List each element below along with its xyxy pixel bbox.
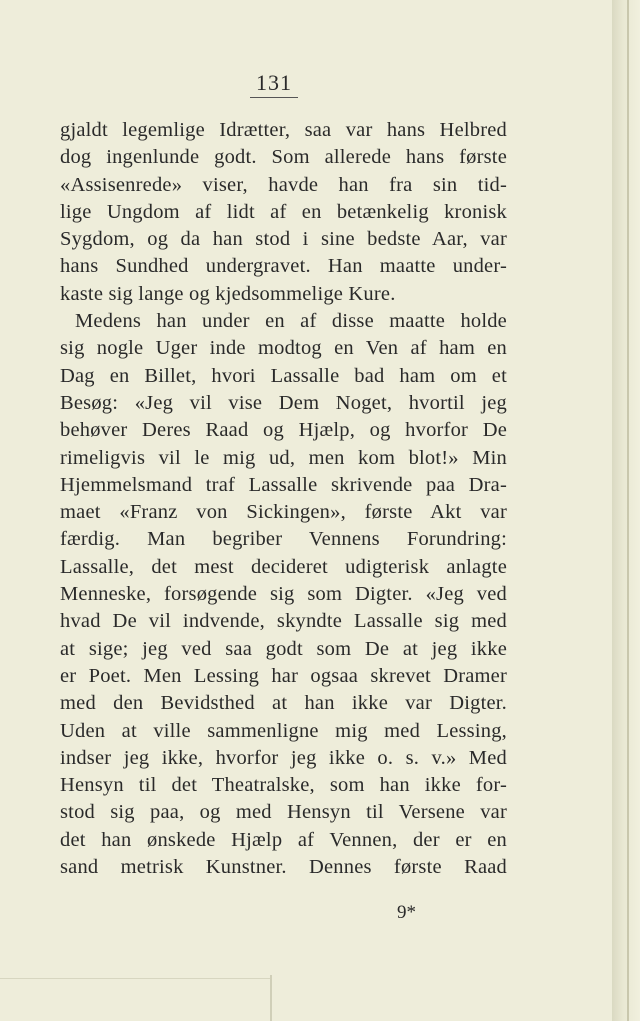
page-edge <box>612 0 640 1021</box>
text-line: maet «Franz von Sickingen», første Akt var <box>60 501 507 524</box>
text-line: sig nogle Uger inde modtog en Ven af ham en <box>60 337 507 360</box>
text-line: indser jeg ikke, hvorfor jeg ikke o. s. v.» Med <box>60 746 507 769</box>
page-number: 131 <box>256 70 292 95</box>
page-edge-line <box>627 0 629 1021</box>
text-line: det han ønskede Hjælp af Vennen, der er en <box>60 828 507 851</box>
text-line: lige Ungdom af lidt af en betænkelig kronisk <box>60 200 507 223</box>
text-line: Dag en Billet, hvori Lassalle bad ham om et <box>60 364 507 387</box>
text-line: Medens han under en af disse maatte holde <box>75 310 507 333</box>
text-line: sand metrisk Kunstner. Dennes første Raad <box>60 856 507 879</box>
text-line: gjaldt legemlige Idrætter, saa var hans Helbred <box>60 119 507 141</box>
text-line: Uden at ville sammenligne mig med Lessing, <box>60 719 507 742</box>
text-line: hvad De vil indvende, skyndte Lassalle sig med <box>60 610 507 633</box>
text-line: at sige; jeg ved saa godt som De at jeg ikke <box>60 637 507 660</box>
text-line: Hensyn til det Theatralske, som han ikke for- <box>60 774 507 797</box>
text-line: Menneske, forsøgende sig som Digter. «Jeg ved <box>60 583 507 606</box>
scan-artifact-vertical <box>270 975 272 1021</box>
text-line: Lassalle, det mest decideret udigterisk anlagte <box>60 555 507 578</box>
text-line: «Assisenrede» viser, havde han fra sin tid- <box>60 173 507 196</box>
text-line: færdig. Man begriber Vennens Forundring: <box>60 528 507 551</box>
scan-artifact-line <box>0 978 272 979</box>
text-line: stod sig paa, og med Hensyn til Versene var <box>60 801 507 824</box>
text-line: kaste sig lange og kjedsommelige Kure. <box>60 282 396 305</box>
text-line: hans Sundhed undergravet. Han maatte under- <box>60 255 507 278</box>
page-number-rule <box>250 97 298 98</box>
text-line: er Poet. Men Lessing har ogsaa skrevet Dramer <box>60 664 507 687</box>
text-line: behøver Deres Raad og Hjælp, og hvorfor De <box>60 419 507 442</box>
text-line: rimeligvis vil le mig ud, men kom blot!» Min <box>60 446 507 469</box>
signature-mark: 9* <box>397 902 416 923</box>
text-line: Sygdom, og da han stod i sine bedste Aar, var <box>60 228 507 251</box>
body-text <box>60 117 507 881</box>
text-line: dog ingenlunde godt. Som allerede hans første <box>60 146 507 169</box>
text-line: med den Bevidsthed at han ikke var Digter. <box>60 692 507 715</box>
text-line: Besøg: «Jeg vil vise Dem Noget, hvortil jeg <box>60 391 507 414</box>
text-line: Hjemmelsmand traf Lassalle skrivende paa Dra- <box>60 473 507 496</box>
